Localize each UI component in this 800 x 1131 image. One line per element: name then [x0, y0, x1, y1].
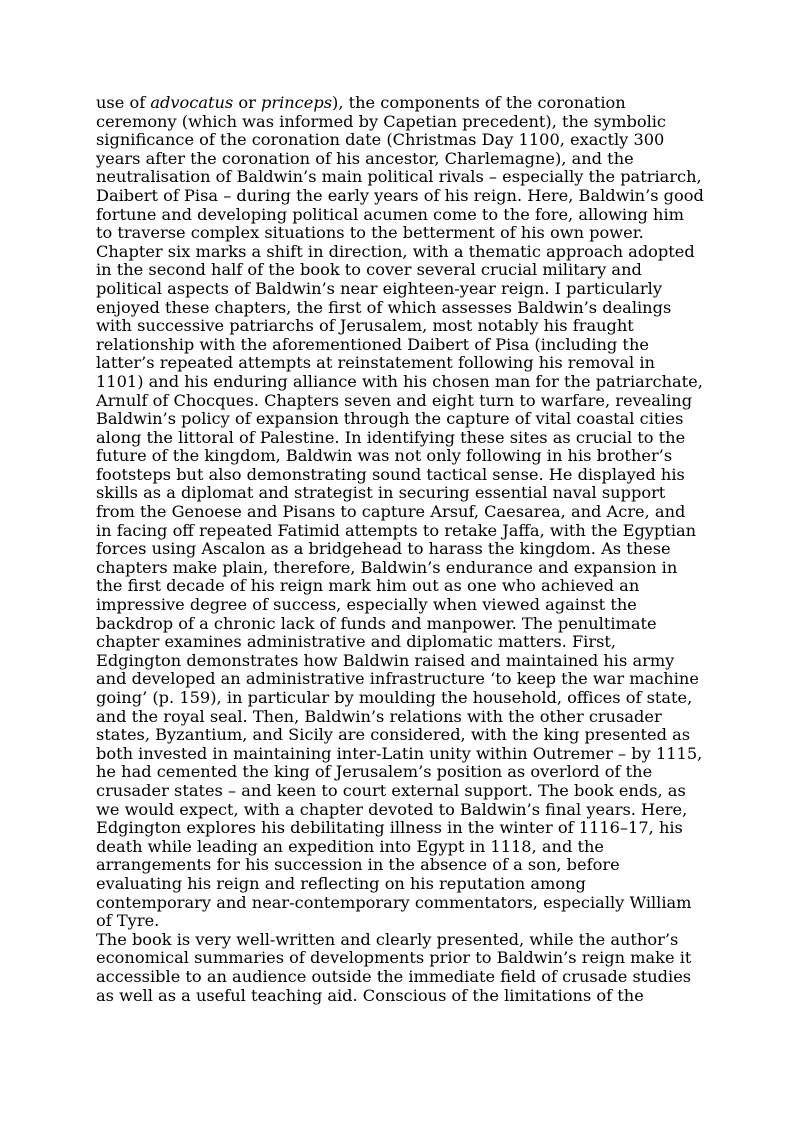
- body-paragraph: [96, 94, 706, 931]
- paragraph-text: use of: [96, 93, 151, 112]
- paragraph-text: or: [233, 93, 261, 112]
- italic-term: advocatus: [150, 93, 234, 112]
- document-page: [96, 94, 706, 1005]
- body-paragraph: The book is very well-written and clearly presented, while the author’s economical summaries of developments prior to Baldwin’s reign make it accessible to an audience outside the immediate field of crusade studies as well as a useful teaching aid. Conscious of the limitations of the: [96, 929, 692, 1005]
- italic-term: princeps: [260, 93, 333, 112]
- paragraph-text: ), the components of the coronation ceremony (which was informed by Capetian precedent), the symbolic significance of the coronation date (Christmas Day 1100, exactly 300 years after the coronation of his ancestor, Charlemagne), and the neutralisation of Baldwin’s main political rivals – especially the patriarch, Daibert of Pisa – during the early years of his reign. Here, Baldwin’s good fortune and developing political acumen come to the fore, allowing him to traverse complex situations to the betterment of his own power. Chapter six marks a shift in direction, with a thematic approach adopted in the second half of the book to cover several crucial military and political aspects of Baldwin’s near eighteen-year reign. I particularly enjoyed these chapters, the first of which assesses Baldwin’s dealings with successive patriarchs of Jerusalem, most notably his fraught relationship with the aforementioned Daibert of Pisa (including the latter’s repeated attempts at reinstatement following his removal in 1101) and his enduring alliance with his chosen man for the patriarchate, Arnulf of Chocques. Chapters seven and eight turn to warfare, revealing Baldwin’s policy of expansion through the capture of vital coastal cities along the littoral of Palestine. In identifying these sites as crucial to the future of the kingdom, Baldwin was not only following in his brother’s footsteps but also demonstrating sound tactical sense. He displayed his skills as a diplomat and strategist in securing essential naval support from the Genoese and Pisans to capture Arsuf, Caesarea, and Acre, and in facing off repeated Fatimid attempts to retake Jaffa, with the Egyptian forces using Ascalon as a bridgehead to harass the kingdom. As these chapters make plain, therefore, Baldwin’s endurance and expansion in the first decade of his reign mark him out as one who achieved an impressive degree of success, especially when viewed against the backdrop of a chronic lack of funds and manpower. The penultimate chapter examines administrative and diplomatic matters. First, Edgington demonstrates how Baldwin raised and maintained his army and developed an administrative infrastructure ‘to keep the war machine going’ (p. 159), in particular by moulding the household, offices of state, and the royal seal. Then, Baldwin’s relations with the other crusader states, Byzantium, and Sicily are considered, with the king presented as both invested in maintaining inter-Latin unity within Outremer – by 1115, he had cemented the king of Jerusalem’s position as overlord of the crusader states – and keen to court external support. The book ends, as we would expect, with a chapter devoted to Baldwin’s final years. Here, Edgington explores his debilitating illness in the winter of 1116–17, his death while leading an expedition into Egypt in 1118, and the arrangements for his succession in the absence of a son, before evaluating his reign and reflecting on his reputation among contemporary and near-contemporary commentators, especially William of Tyre.: [96, 93, 704, 931]
